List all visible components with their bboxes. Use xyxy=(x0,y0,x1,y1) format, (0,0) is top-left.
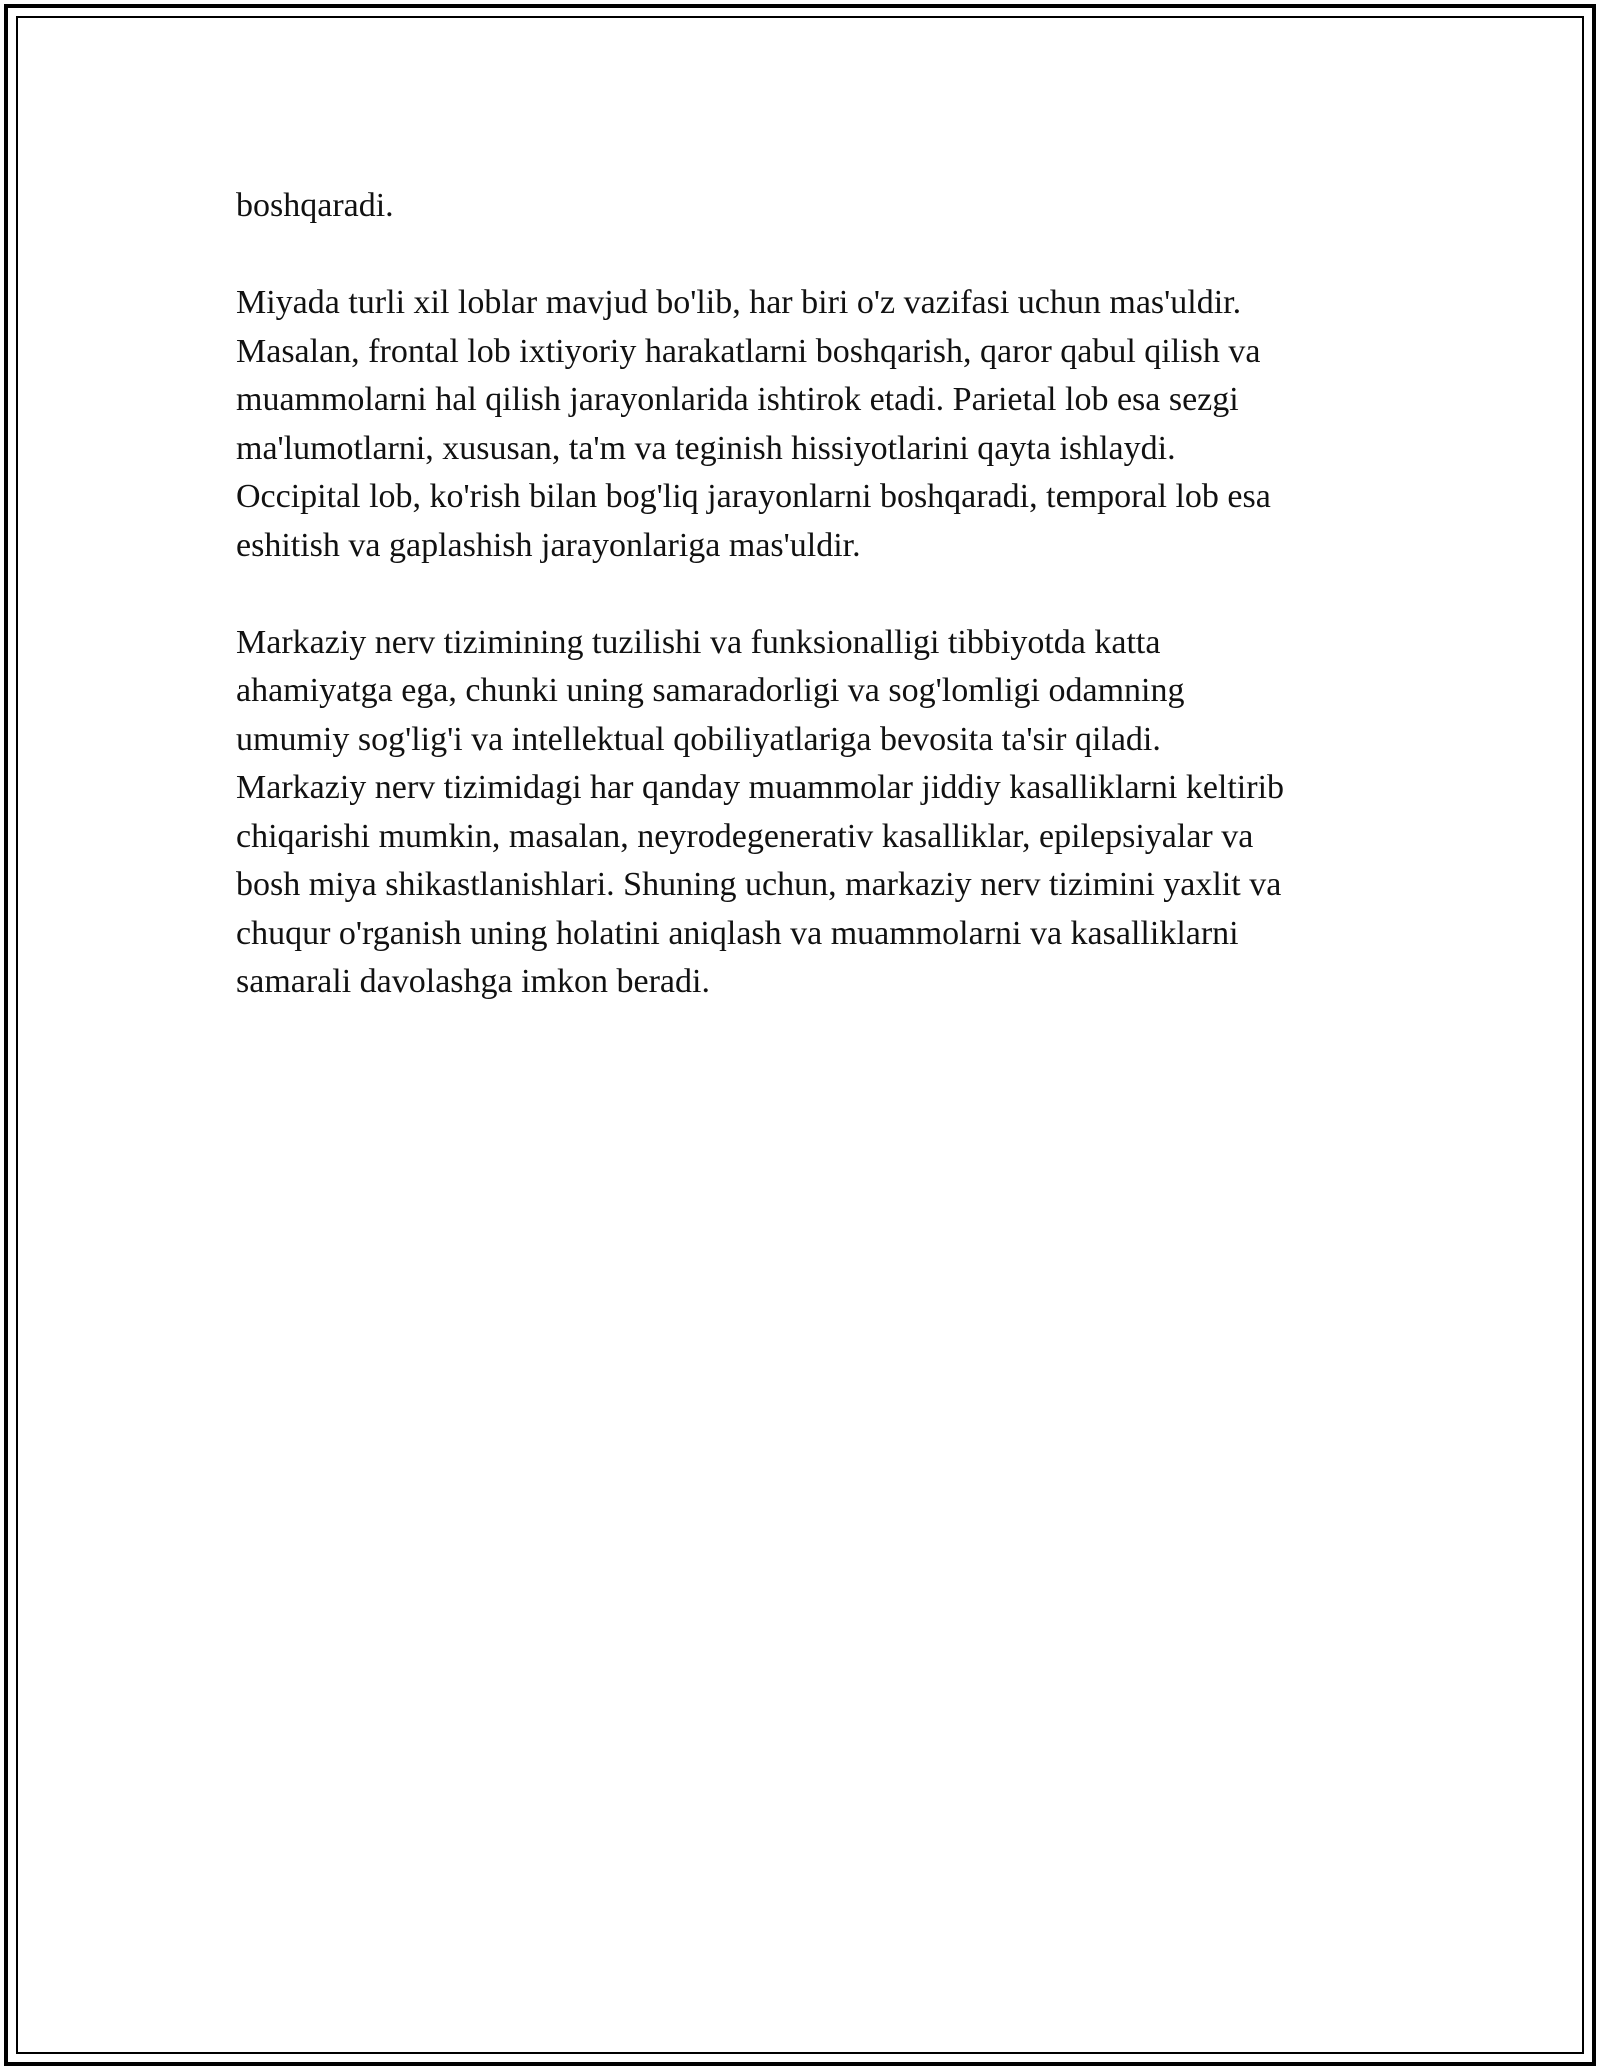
text-line: Miyada turli xil loblar mavjud bo'lib, har biri o'z vazifasi uchun mas'uldir. xyxy=(236,284,1242,321)
text-line: Markaziy nerv tizimidagi har qanday muammolar jiddiy kasalliklarni keltirib xyxy=(236,769,1285,806)
paragraph-spacer xyxy=(236,570,1376,619)
text-line: ma'lumotlarni, xususan, ta'm va teginish hissiyotlarini qayta ishlaydi. xyxy=(236,429,1176,467)
text-line: bosh miya shikastlanishlari. Shuning uchun, markaziy nerv tizimini yaxlit va xyxy=(236,866,1282,903)
text-line: eshitish va gaplashish jarayonlariga mas'uldir. xyxy=(236,526,861,564)
text-line: Occipital lob, ko'rish bilan bog'liq jarayonlarni boshqaradi, temporal lob esa xyxy=(236,478,1271,515)
paragraph-2 xyxy=(236,279,1376,570)
paragraph-spacer xyxy=(236,231,1376,280)
text-line: Masalan, frontal lob ixtiyoriy harakatlarni boshqarish, qaror qabul qilish va xyxy=(236,332,1261,370)
paragraph-1 xyxy=(236,182,1376,231)
text-line: chiqarishi mumkin, masalan, neyrodegenerativ kasalliklar, epilepsiyalar va xyxy=(236,817,1254,855)
text-line: chuqur o'rganish uning holatini aniqlash va muammolarni va kasalliklarni xyxy=(236,914,1239,952)
text-line: samarali davolashga imkon beradi. xyxy=(236,963,710,1000)
text-line: umumiy sog'lig'i va intellektual qobiliyatlariga bevosita ta'sir qiladi. xyxy=(236,720,1161,758)
text-line: muammolarni hal qilish jarayonlarida ishtirok etadi. Parietal lob esa sezgi xyxy=(236,381,1239,418)
text-line: Markaziy nerv tizimining tuzilishi va funksionalligi tibbiyotda katta xyxy=(236,623,1161,661)
paragraph-3 xyxy=(236,619,1376,1007)
text-line: boshqaradi. xyxy=(236,187,394,224)
text-line: ahamiyatga ega, chunki uning samaradorligi va sog'lomligi odamning xyxy=(236,672,1185,709)
document-body xyxy=(236,182,1376,1007)
